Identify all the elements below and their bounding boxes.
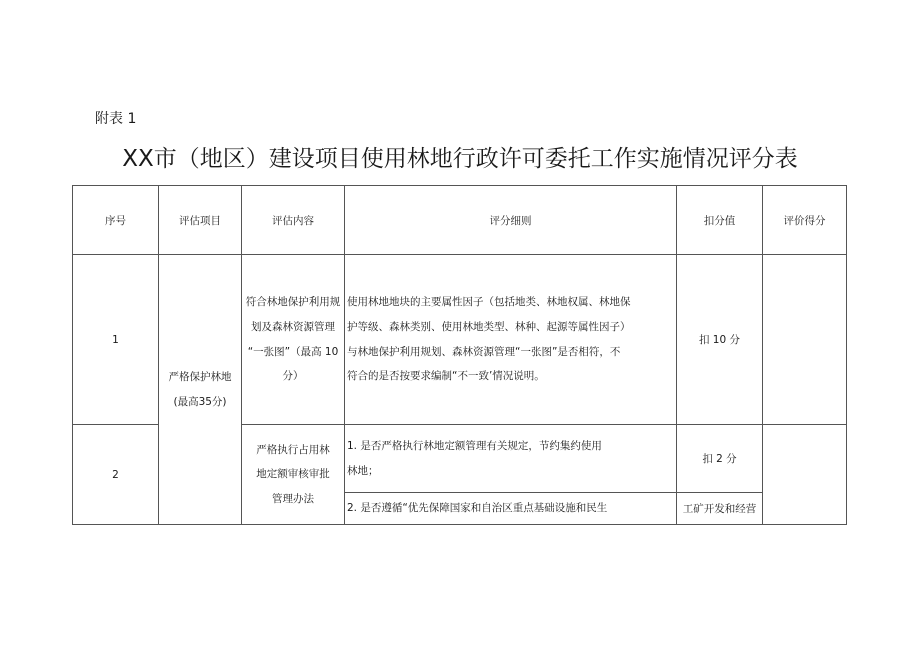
row-2-deduction-b: 工矿开发和经营 <box>677 493 763 525</box>
row-2-criteria-b: 2. 是否遵循“优先保障国家和自治区重点基础设施和民生 <box>345 493 677 525</box>
content-line: “一张图”（最高 10 <box>247 345 339 358</box>
content-line: 管理办法 <box>272 492 314 505</box>
evaluation-item-max: (最高35分) <box>173 395 227 408</box>
table-row <box>73 255 847 425</box>
row-2-content <box>242 425 345 525</box>
table-header-row <box>73 186 847 255</box>
header-item: 评估项目 <box>159 186 242 255</box>
row-2-score <box>763 425 847 525</box>
evaluation-item-cell <box>159 255 242 525</box>
criteria-line: 符合的是否按要求编制“不一致’情况说明。 <box>347 370 545 383</box>
content-line: 划及森林资源管理 <box>251 320 335 333</box>
criteria-line: 使用林地地块的主要属性因子（包括地类、林地权属、林地保 <box>347 296 631 309</box>
row-1-score <box>763 255 847 425</box>
page-title: XX市（地区）建设项目使用林地行政许可委托工作实施情况评分表 <box>122 146 798 172</box>
row-1-criteria <box>345 255 677 425</box>
header-deduction: 扣分值 <box>677 186 763 255</box>
row-1-no: 1 <box>73 255 159 425</box>
row-2-no: 2 <box>73 425 159 525</box>
header-content: 评估内容 <box>242 186 345 255</box>
content-line: 地定额审核审批 <box>256 468 330 481</box>
evaluation-item-name: 严格保护林地 <box>168 370 232 383</box>
criteria-line: 林地； <box>347 464 379 477</box>
content-line: 符合林地保护利用规 <box>245 296 341 309</box>
content-line: 严格执行占用林 <box>256 444 330 457</box>
criteria-line: 与林地保护利用规划、森林资源管理“一张图”是否相符，不 <box>347 345 621 358</box>
criteria-line: 护等级、森林类别、使用林地类型、林种、起源等属性因子） <box>347 320 631 333</box>
appendix-label: 附表 1 <box>95 111 137 127</box>
header-criteria: 评分细则 <box>345 186 677 255</box>
row-2-criteria-a <box>345 425 677 493</box>
header-no: 序号 <box>73 186 159 255</box>
row-2-deduction-a: 扣 2 分 <box>677 425 763 493</box>
criteria-line: 1. 是否严格执行林地定额管理有关规定，节约集约使用 <box>347 439 602 452</box>
score-table <box>72 185 847 525</box>
row-1-content <box>242 255 345 425</box>
content-line: 分） <box>282 370 304 383</box>
row-1-deduction: 扣 10 分 <box>677 255 763 425</box>
header-score: 评价得分 <box>763 186 847 255</box>
